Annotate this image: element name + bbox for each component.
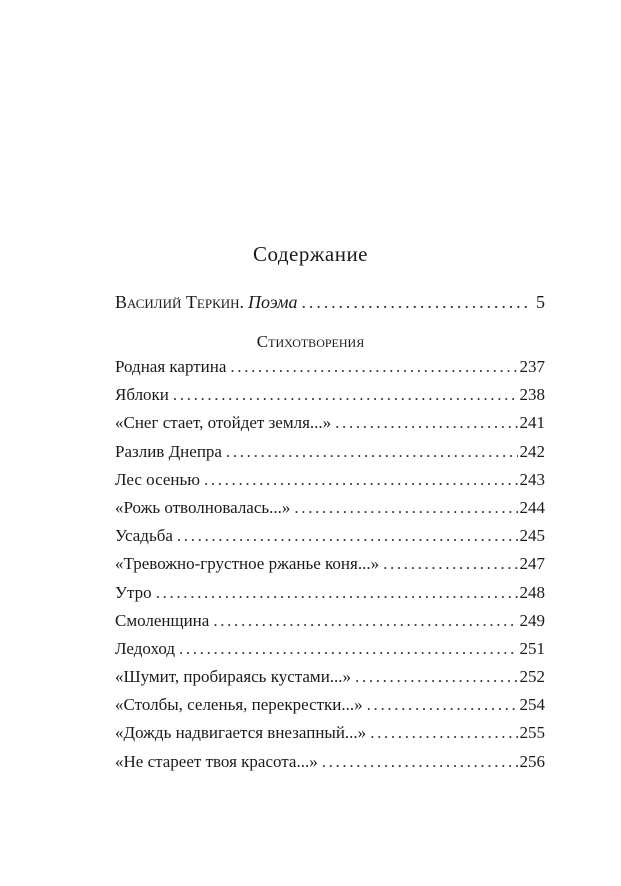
dot-leader (367, 695, 518, 715)
toc-item[interactable] (115, 526, 545, 554)
toc-item-title: Яблоки (115, 385, 169, 405)
toc-item[interactable] (115, 385, 545, 413)
toc-item-title: Лес осенью (115, 469, 200, 489)
toc-item-title: Ледоход (115, 638, 175, 658)
toc-item[interactable] (115, 470, 545, 498)
dot-leader (322, 752, 518, 772)
toc-item-page: 254 (519, 695, 545, 715)
toc-item-title: «Тревожно-грустное ржанье коня...» (115, 554, 380, 574)
toc-item[interactable] (115, 667, 545, 695)
toc-item-title: «Шумит, пробираясь кустами...» (115, 667, 352, 687)
page-title: Содержание (252, 242, 369, 266)
toc-item[interactable] (115, 752, 545, 780)
toc-item-title: «Снег стает, отойдет земля...» (115, 413, 332, 433)
toc-item[interactable] (115, 554, 545, 582)
toc-item-title: «Не стареет твоя красота...» (115, 751, 318, 771)
toc-item-page: 238 (519, 385, 545, 405)
toc-item-page: 249 (519, 610, 545, 630)
toc-item-title: «Рожь отволновалась...» (115, 497, 291, 517)
toc-item-page: 247 (519, 554, 545, 574)
dot-leader (173, 385, 518, 405)
toc-item-page: 255 (519, 723, 545, 743)
toc-item[interactable] (115, 583, 545, 611)
toc-item[interactable] (115, 357, 545, 385)
dot-leader (294, 498, 517, 518)
toc-item[interactable] (115, 723, 545, 751)
main-entry-genre: Поэма (248, 292, 298, 312)
toc-item-page: 242 (519, 441, 545, 461)
dot-leader (335, 413, 517, 433)
toc-item[interactable] (115, 611, 545, 639)
dot-leader (383, 554, 517, 574)
dot-leader (204, 470, 518, 490)
toc-item-title: Родная картина (115, 357, 227, 376)
toc-item[interactable] (115, 639, 545, 667)
toc-item-title: «Дождь надвигается внезапный...» (115, 723, 367, 743)
toc-item-page: 245 (519, 526, 545, 546)
toc-item[interactable] (115, 442, 545, 470)
toc-item-title: Утро (115, 582, 152, 602)
toc-item-page: 237 (519, 357, 545, 376)
toc-item-page: 248 (519, 582, 545, 602)
toc-item-title: Разлив Днепра (115, 441, 222, 461)
dot-leader (302, 292, 528, 313)
toc-item-title: Смоленщина (115, 610, 210, 630)
dot-leader (226, 442, 518, 462)
toc-item-page: 252 (519, 667, 545, 687)
main-entry-page: 5 (536, 292, 545, 312)
dot-leader (370, 723, 517, 743)
dot-leader (355, 667, 517, 687)
toc-list (115, 357, 545, 780)
dot-leader (213, 611, 517, 631)
dot-leader (179, 639, 518, 659)
toc-item-page: 251 (519, 638, 545, 658)
dot-leader (230, 357, 517, 377)
toc-item[interactable] (115, 498, 545, 526)
toc-item[interactable] (115, 695, 545, 723)
main-entry-title: Василий Теркин. (115, 292, 245, 312)
toc-item-page: 244 (519, 497, 545, 517)
toc-item-title: «Столбы, селенья, перекрестки...» (115, 695, 363, 715)
toc-item[interactable] (115, 413, 545, 441)
section-heading: Стихотворения (256, 332, 365, 351)
toc-item-title: Усадьба (115, 526, 173, 546)
toc-item-page: 256 (519, 751, 545, 771)
dot-leader (156, 583, 518, 603)
toc-main-entry[interactable] (115, 292, 545, 313)
toc-item-page: 241 (519, 413, 545, 433)
dot-leader (177, 526, 518, 546)
toc-item-page: 243 (519, 469, 545, 489)
